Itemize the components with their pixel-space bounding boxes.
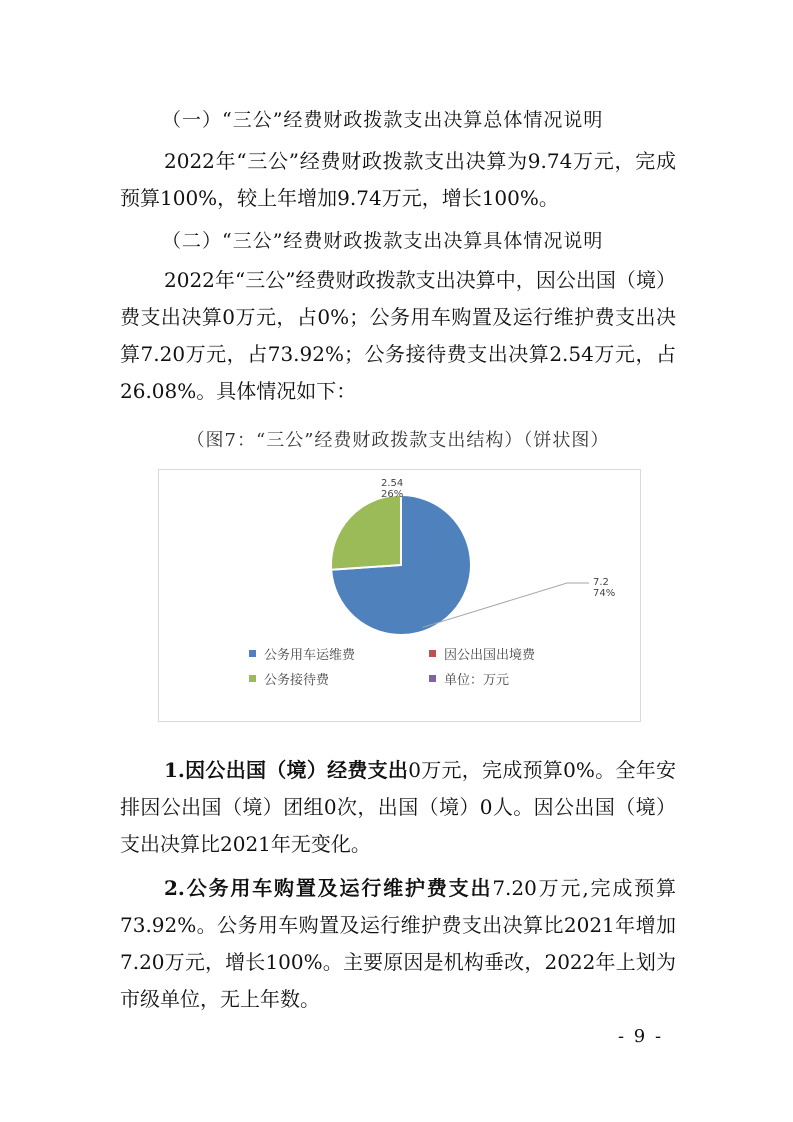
legend-swatch-vehicle [249, 650, 256, 657]
section1-paragraph [120, 752, 676, 863]
legend-label-abroad: 因公出国出境费 [444, 648, 536, 663]
page-number: - 9 - [618, 1026, 664, 1047]
legend-item-abroad [429, 644, 535, 663]
pie-slice-reception [331, 495, 401, 570]
pie-chart-svg [159, 470, 640, 721]
detail-paragraph: 2022年“三公”经费财政拨款支出决算中，因公出国（境）费支出决算0万元，占0%；公务用车购置及运行维护费支出决算7.20万元，占73.92%；公务接待费支出决算2.54万元，占26.08%。具体情况如下： [120, 268, 676, 403]
legend-item-unit [429, 669, 509, 688]
section-heading-detail: （二）“三公”经费财政拨款支出决算具体情况说明 [162, 230, 604, 252]
legend-item-vehicle [249, 644, 355, 663]
section2-text: 7.20万元,完成预算73.92%。公务用车购置及运行维护费支出决算比2021年增加7.20万元，增长100%。主要原因是机构垂改，2022年上划为市级单位，无上年数。 [120, 876, 676, 1011]
legend-item-reception [249, 669, 329, 688]
legend-swatch-unit [429, 675, 436, 682]
data-label-reception-percent: 26% [381, 489, 404, 500]
section1-title: 1.因公出国（境）经费支出 [164, 758, 409, 782]
data-label-vehicle-value: 7.2 [593, 577, 609, 588]
section1-text: 0万元，完成预算0%。全年安排因公出国（境）团组0次，出国（境）0人。因公出国（境）支出决算比2021年无变化。 [120, 758, 676, 856]
data-label-reception [381, 478, 403, 500]
data-label-vehicle [593, 577, 615, 599]
section-heading-overall: （一）“三公”经费财政拨款支出决算总体情况说明 [162, 109, 604, 131]
figure-caption: （图7：“三公”经费财政拨款支出结构）（饼状图） [186, 430, 610, 451]
legend-label-vehicle: 公务用车运维费 [264, 648, 356, 663]
data-label-vehicle-percent: 74% [593, 588, 616, 599]
legend-label-reception: 公务接待费 [264, 673, 330, 688]
data-label-reception-value: 2.54 [381, 478, 404, 489]
legend-label-unit: 单位：万元 [444, 673, 510, 688]
legend-swatch-abroad [429, 650, 436, 657]
pie-chart [158, 469, 641, 722]
section2-title: 2.公务用车购置及运行维护费支出 [164, 876, 493, 900]
section2-paragraph [120, 870, 676, 1018]
legend-swatch-reception [249, 675, 256, 682]
overall-paragraph: 2022年“三公”经费财政拨款支出决算为9.74万元，完成预算100%，较上年增加9.74万元，增长100%。 [120, 149, 676, 210]
